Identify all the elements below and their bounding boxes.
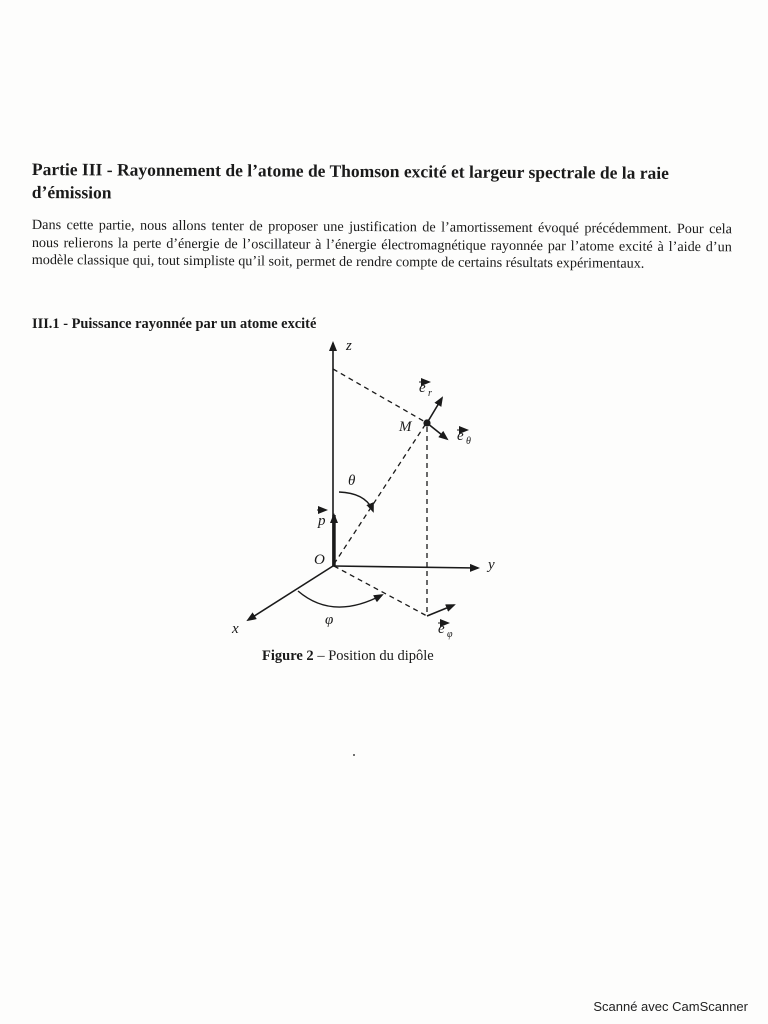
- svg-text:e: e: [438, 621, 445, 637]
- x-axis-label: x: [232, 621, 239, 637]
- part-heading: Partie III - Rayonnement de l’atome de Thomson excité et largeur spectrale de la raie d’émission: [31, 158, 669, 203]
- figure-caption-text: – Position du dipôle: [313, 648, 434, 664]
- phi-label: φ: [325, 612, 334, 628]
- projection-line-xy: [334, 566, 427, 616]
- dipole-figure: [220, 335, 520, 645]
- svg-text:e: e: [419, 380, 426, 396]
- p-vector-label: [317, 510, 326, 529]
- scan-speck: [353, 754, 355, 756]
- svg-text:p: p: [318, 513, 326, 529]
- svg-text:e: e: [457, 428, 464, 444]
- ephi-vector: [427, 605, 454, 616]
- y-axis-label: y: [488, 557, 495, 573]
- etheta-label: [457, 428, 471, 447]
- scanner-watermark: Scanné avec CamScanner: [593, 999, 748, 1014]
- theta-arc: [339, 492, 373, 511]
- origin-label: O: [314, 552, 325, 568]
- x-axis: [248, 566, 333, 620]
- intro-paragraph: Dans cette partie, nous allons tenter de proposer une justification de l’amortissement évoqué précédemment. Pour cela nous relierons la perte d’énergie de l’oscillateur à l’énergie électromagnétique rayonnée par l’atome excité à l’aide d’un modèle classique qui, tout simpliste qu’il soit, permet de rendre compte de certains résultats expérimentaux.: [31, 217, 732, 272]
- er-vector: [427, 398, 442, 423]
- etheta-vector: [427, 423, 447, 439]
- projection-line-z: [333, 369, 427, 423]
- svg-text:r: r: [428, 388, 432, 399]
- point-m: [423, 419, 430, 426]
- point-m-label: M: [399, 419, 412, 435]
- figure-caption-label: Figure 2: [262, 648, 314, 664]
- figure-caption: [262, 648, 434, 665]
- radius-line-om: [334, 425, 425, 564]
- svg-text:θ: θ: [466, 436, 471, 447]
- theta-label: θ: [348, 473, 356, 489]
- svg-text:φ: φ: [447, 629, 453, 640]
- ephi-label: [438, 621, 453, 640]
- z-axis-label: z: [346, 338, 352, 354]
- phi-arc: [298, 591, 382, 607]
- section-title: III.1 - Puissance rayonnée par un atome excité: [32, 316, 317, 332]
- er-label: [419, 380, 432, 399]
- y-axis: [333, 566, 478, 568]
- dipole-diagram: [220, 335, 520, 645]
